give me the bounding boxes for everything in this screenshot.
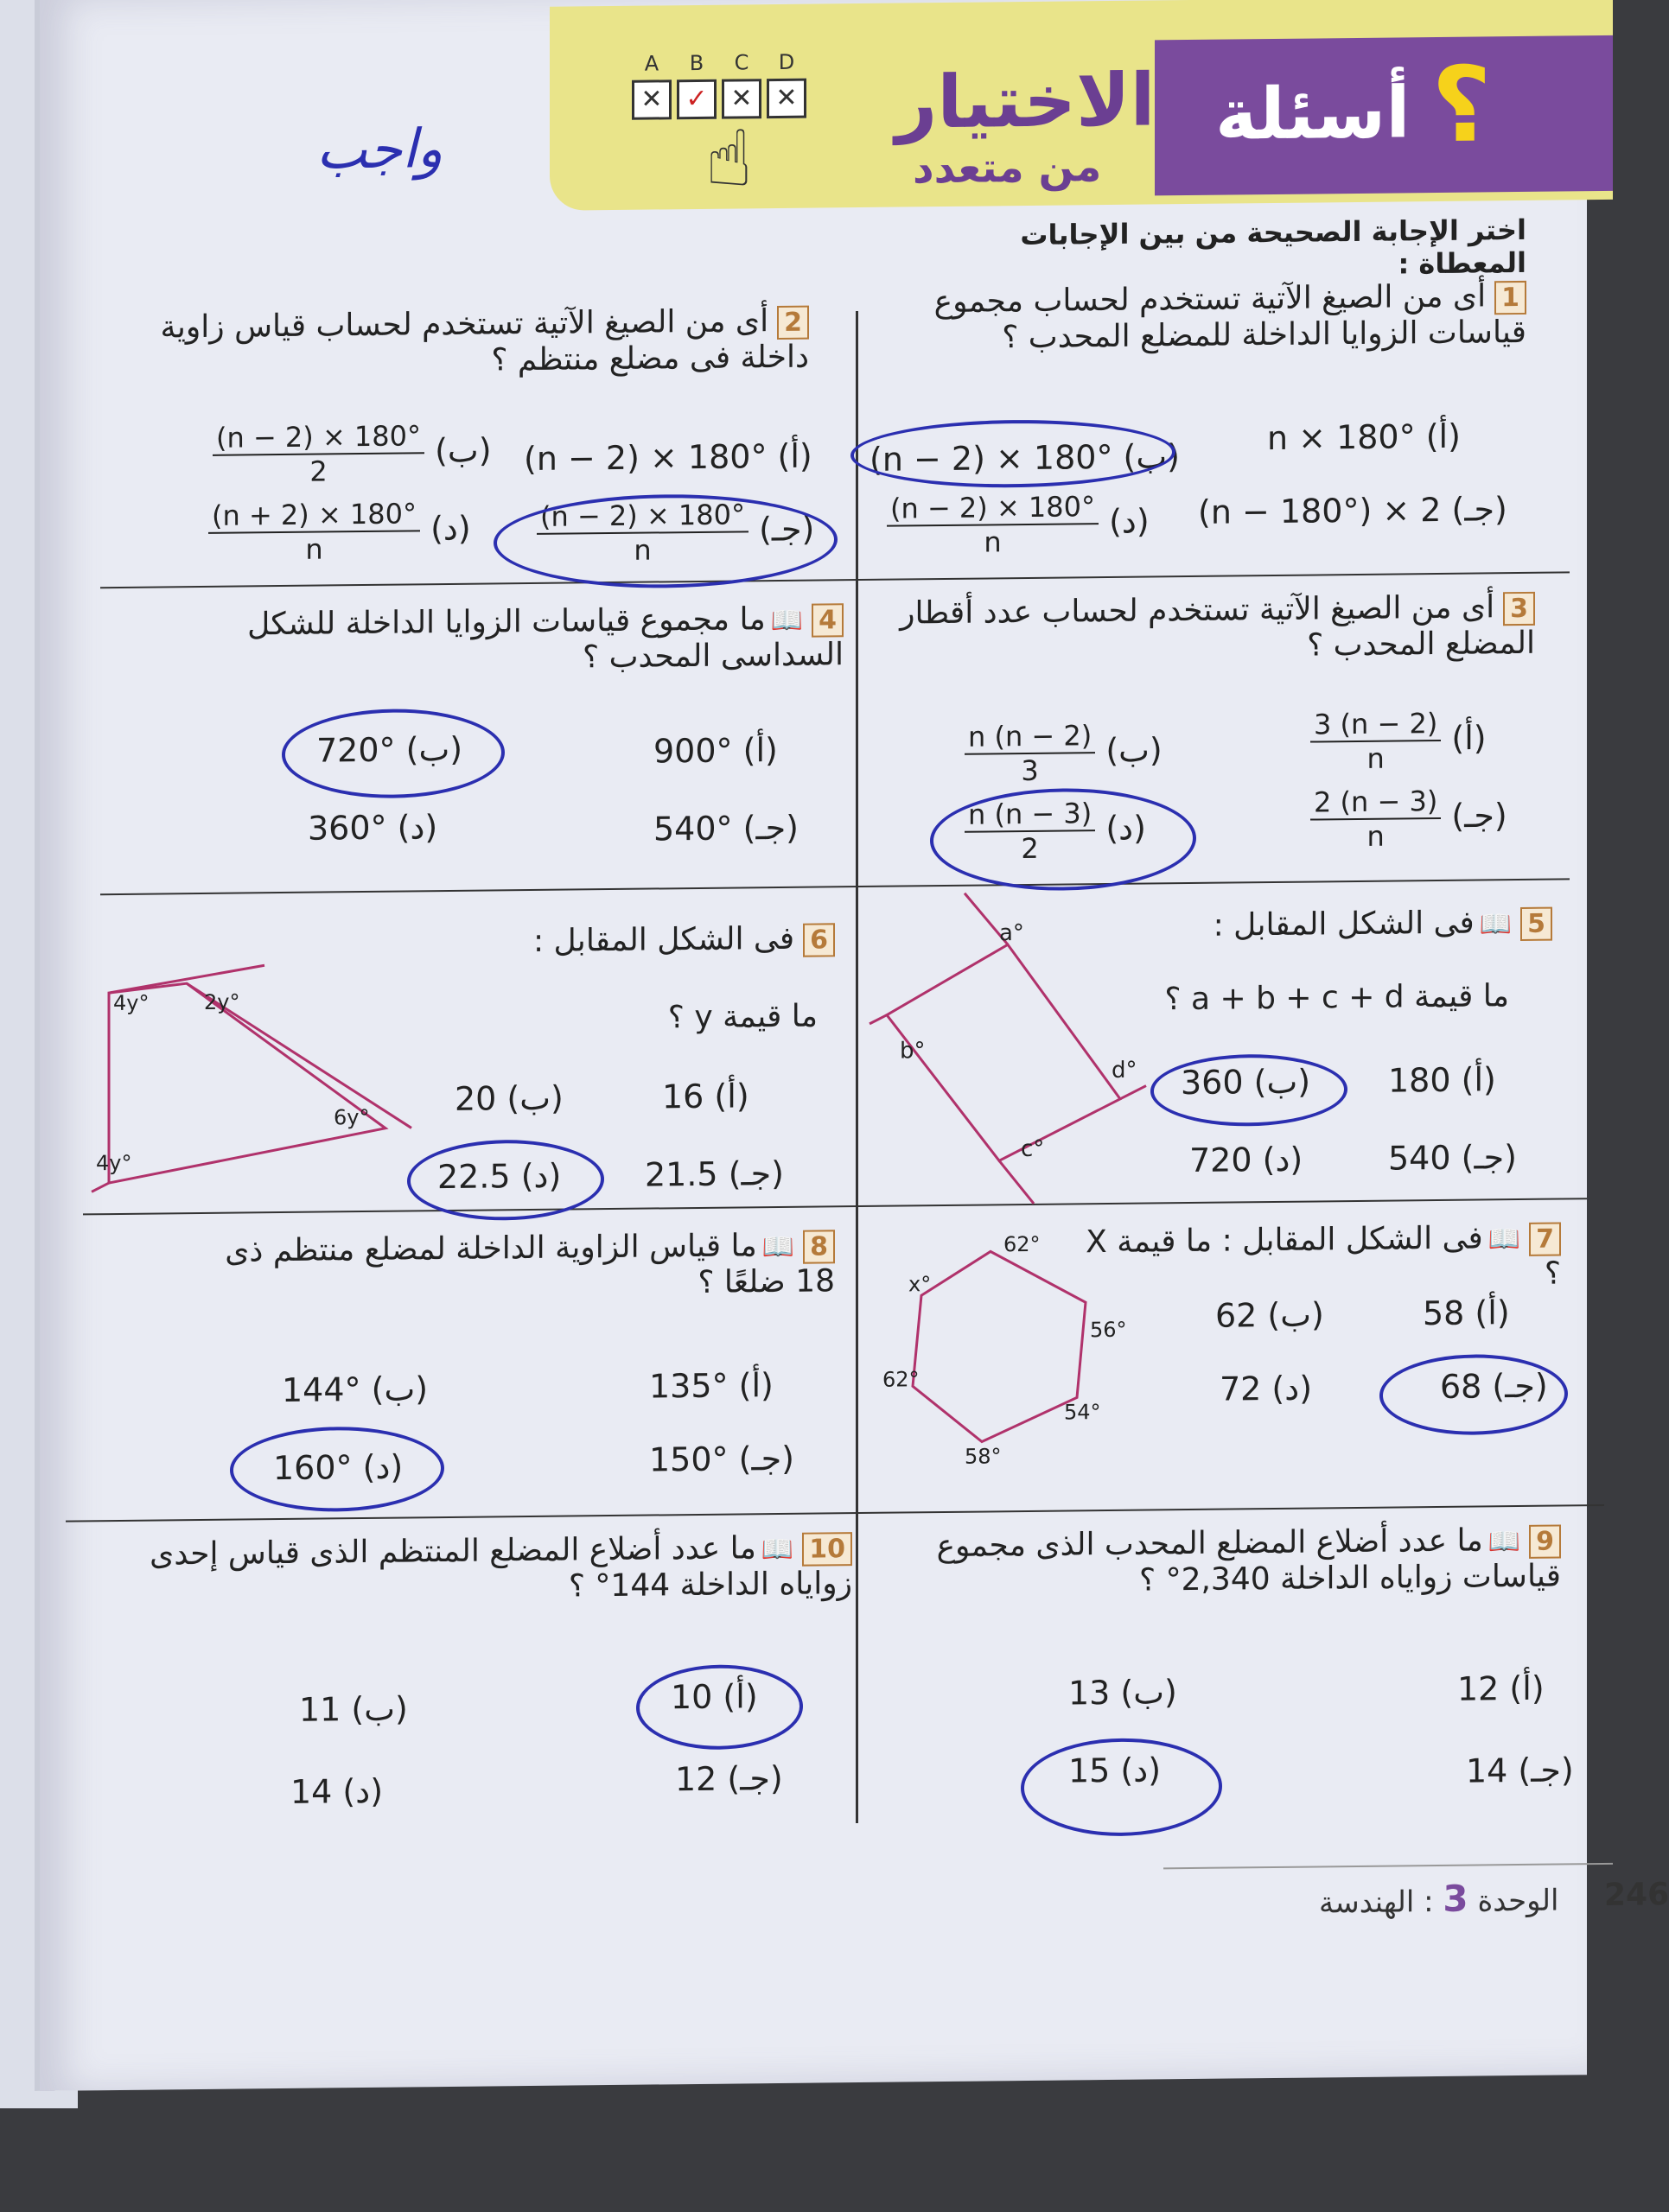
footer-rule	[1163, 1863, 1613, 1869]
q3-option-a: $\frac{3 (n - 2)}{n}$ (أ)	[1310, 706, 1487, 775]
book-icon: 📖	[1487, 1224, 1521, 1255]
angle-label: a°	[999, 920, 1024, 947]
pen-circle	[1379, 1353, 1568, 1435]
question-5: 5📖فى الشكل المقابل :	[1163, 905, 1552, 945]
q1-option-a: n × 180° (أ)	[1267, 416, 1461, 458]
divider	[100, 878, 1570, 895]
q5-option-c: 540 (جـ)	[1388, 1138, 1517, 1178]
q7-figure	[870, 1224, 1146, 1486]
angle-label: 6y°	[334, 1104, 370, 1130]
pen-circle	[850, 418, 1175, 489]
angle-label: 4y°	[113, 990, 150, 1016]
book-icon: 📖	[1479, 909, 1513, 940]
q6-option-b: 20 (ب)	[455, 1078, 564, 1118]
q2-option-c: $\frac{(n - 2) \times 180^\circ}{n}$ (جـ)	[537, 498, 814, 568]
angle-label: d°	[1112, 1057, 1137, 1084]
q7-option-c: 68 (جـ)	[1440, 1366, 1548, 1406]
q10-option-c: 12 (جـ)	[675, 1758, 783, 1799]
question-7: 7📖فى الشكل المقابل : ما قيمة X ؟	[1086, 1220, 1561, 1292]
q4-option-a: 900° (أ)	[653, 730, 778, 771]
pen-circle	[636, 1664, 803, 1751]
triangle-figure	[109, 982, 385, 1183]
angle-label: 2y°	[204, 989, 240, 1014]
q5-option-a: 180 (أ)	[1388, 1060, 1496, 1100]
question-10: 10📖ما عدد أضلاع المضلع المنتظم الذى قياس إحدى زواياه الداخلة 144° ؟	[150, 1530, 852, 1605]
q2-option-d: $\frac{(n + 2) \times 180^\circ}{n}$ (د)	[208, 497, 471, 567]
question-9: 9📖ما عدد أضلاع المضلع المحدب الذى مجموع قياسات زواياه الداخلة 2,340° ؟	[936, 1522, 1561, 1599]
q10-option-b: 11 (ب)	[299, 1689, 408, 1729]
column-divider	[856, 311, 858, 1823]
pen-circle	[230, 1426, 444, 1513]
q7-option-a: 58 (أ)	[1423, 1294, 1510, 1333]
question-2: 2أى من الصيغ الآتية تستخدم لحساب قياس زاوية داخلة فى مضلع منتظم ؟	[160, 303, 809, 378]
angle-label: x°	[908, 1272, 932, 1297]
divider	[100, 571, 1570, 588]
q5-subquestion: ما قيمة a + b + c + d ؟	[1164, 978, 1509, 1018]
pen-circle	[1150, 1053, 1347, 1127]
checkmark-icon: B ✓	[677, 79, 717, 119]
q8-option-b: 144° (ب)	[282, 1370, 429, 1410]
q9-option-a: 12 (أ)	[1457, 1669, 1545, 1708]
checkbox-icon: D ✕	[767, 79, 806, 118]
q2-option-b: $\frac{(n - 2) \times 180^\circ}{2}$ (ب)	[213, 418, 492, 488]
book-icon: 📖	[1487, 1526, 1521, 1558]
pointing-hand-icon: ☝	[705, 113, 753, 205]
q1-option-d: $\frac{(n - 2) \times 180^\circ}{n}$ (د)	[887, 489, 1150, 559]
question-8: 8📖ما قياس الزاوية الداخلة لمضلع منتظم ذى 18 ضلعًا ؟	[225, 1228, 835, 1300]
pen-circle	[1021, 1738, 1222, 1837]
q9-option-b: 13 (ب)	[1068, 1673, 1177, 1713]
q2-option-a: (n − 2) × 180° (أ)	[524, 436, 812, 479]
textbook-page	[35, 0, 1669, 2091]
q1-option-b: (n − 2) × 180° (ب)	[870, 437, 1180, 479]
angle-label: b°	[900, 1038, 926, 1065]
question-6: 6فى الشكل المقابل :	[472, 920, 835, 960]
q10-option-d: 14 (د)	[290, 1771, 384, 1811]
q6-option-c: 21.5 (جـ)	[645, 1154, 784, 1194]
q3-option-d: $\frac{n (n - 3)}{2}$ (د)	[965, 797, 1146, 866]
q8-option-d: 160° (د)	[273, 1447, 404, 1488]
question-1: 1أى من الصيغ الآتية تستخدم لحساب مجموع قياسات الزوايا الداخلة للمضلع المحدب ؟	[933, 278, 1526, 356]
angle-label: 54°	[1064, 1400, 1101, 1425]
angle-label: c°	[1021, 1135, 1045, 1163]
hexagon-figure	[913, 1250, 1086, 1442]
q8-option-c: 150° (جـ)	[649, 1439, 794, 1479]
book-icon: 📖	[761, 1534, 794, 1566]
q6-option-d: 22.5 (د)	[437, 1156, 562, 1197]
angle-label: 4y°	[96, 1150, 132, 1176]
q10-option-a: 10 (أ)	[671, 1677, 758, 1717]
q3-option-c: $\frac{2 (n - 3)}{n}$ (جـ)	[1310, 784, 1507, 853]
q9-option-c: 14 (جـ)	[1466, 1751, 1574, 1790]
q7-option-b: 62 (ب)	[1215, 1295, 1324, 1335]
q1-option-c: (n − 180°) × 2 (جـ)	[1198, 490, 1507, 531]
angle-label: 62°	[1003, 1231, 1041, 1257]
checkbox-icon: C ✕	[722, 79, 761, 118]
book-icon: 📖	[770, 605, 804, 637]
q6-option-a: 16 (أ)	[662, 1077, 749, 1116]
angle-label: 56°	[1090, 1317, 1127, 1343]
footer-unit: الوحدة 3 : الهندسة	[1319, 1877, 1559, 1921]
q7-option-d: 72 (د)	[1220, 1369, 1313, 1408]
header-subtitle-sub: من متعدد	[913, 143, 1102, 194]
handwritten-note: واجب	[316, 117, 443, 181]
q4-option-d: 360° (د)	[308, 808, 438, 848]
q9-option-d: 15 (د)	[1068, 1751, 1162, 1790]
q5-option-d: 720 (د)	[1189, 1140, 1303, 1180]
q5-figure	[870, 899, 1155, 1205]
book-icon: 📖	[761, 1231, 795, 1263]
angle-label: 62°	[882, 1367, 920, 1392]
q4-option-c: 540° (جـ)	[653, 808, 799, 849]
page-number: 246	[1604, 1877, 1669, 1913]
q6-figure	[57, 955, 420, 1200]
q8-option-a: 135° (أ)	[649, 1366, 774, 1406]
checkbox-icon: A ✕	[632, 79, 672, 119]
divider	[83, 1198, 1587, 1215]
header-subtitle-main: الاختيار	[895, 57, 1156, 145]
angle-label: 58°	[965, 1444, 1002, 1469]
instruction: اختر الإجابة الصحيحة من بين الإجابات المعطاة :	[1020, 213, 1526, 281]
question-4: 4📖ما مجموع قياسات الزوايا الداخلة للشكل السداسى المحدب ؟	[247, 601, 844, 676]
q3-option-b: $\frac{n (n - 2)}{3}$ (ب)	[965, 718, 1163, 787]
question-3: 3أى من الصيغ الآتية تستخدم لحساب عدد أقطار المضلع المحدب ؟	[900, 589, 1535, 664]
q6-subquestion: ما قيمة y ؟	[667, 998, 818, 1036]
header-title: أسئلة	[1215, 72, 1411, 156]
question-mark-icon: ؟	[1431, 45, 1492, 167]
pen-circle	[282, 708, 505, 799]
q5-option-b: 360 (ب)	[1181, 1062, 1311, 1103]
q4-option-b: 720° (ب)	[316, 729, 463, 770]
